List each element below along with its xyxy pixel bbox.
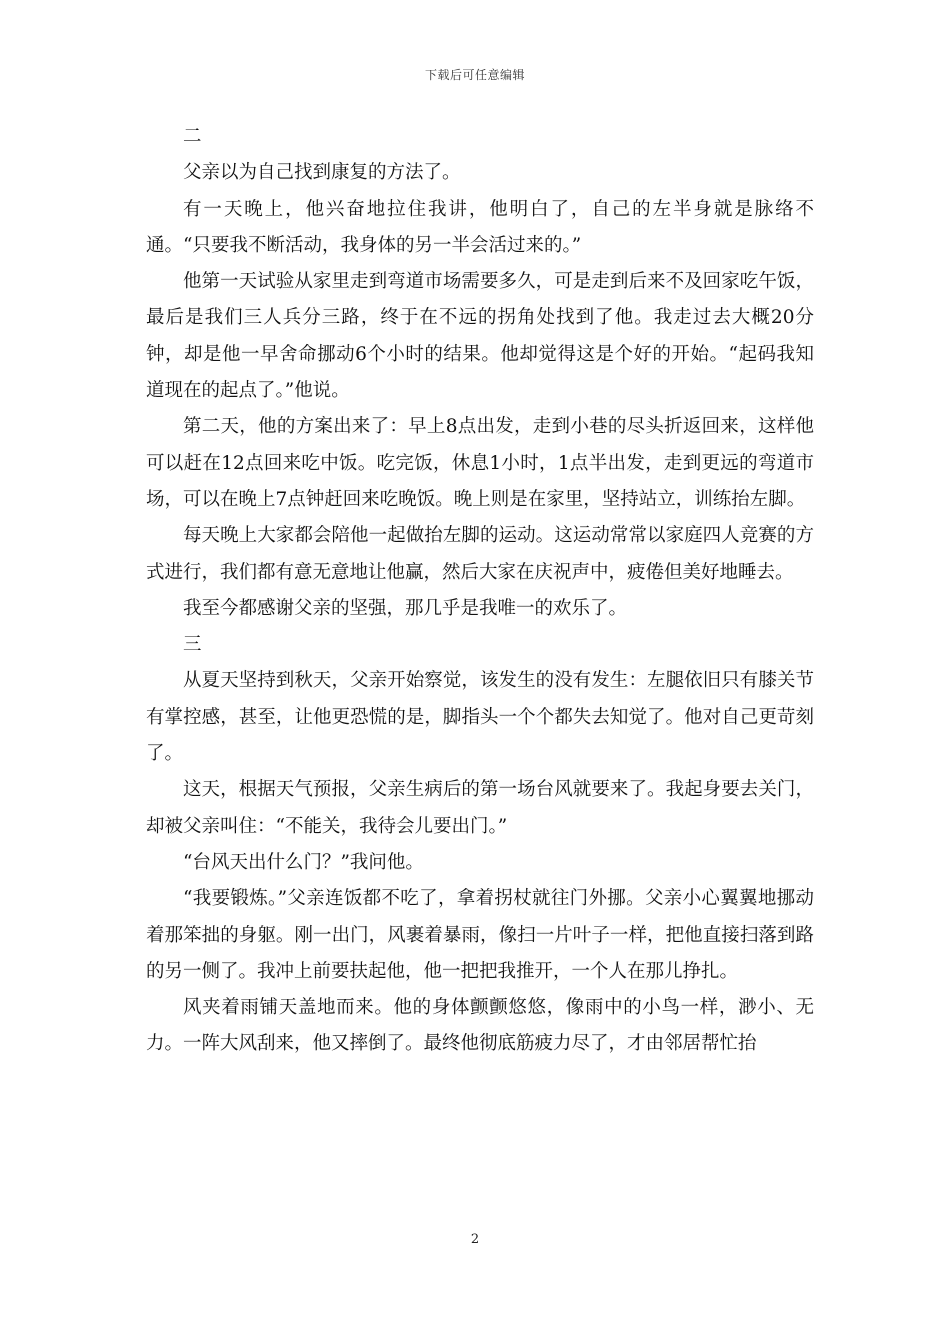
section-heading-three: 三 — [183, 634, 202, 656]
paragraph: 第二天，他的方案出来了：早上8点出发，走到小巷的尽头折返回来，这样他可以赶在12点回来吃中饭。吃完饭，休息1小时，1点半出发，走到更远的弯道市场，可以在晚上7点钟赶回来吃晚饭。晚上则是在家里，坚持站立，训练抬左脚。 — [146, 416, 814, 510]
document-body — [146, 119, 814, 1063]
section-heading-two: 二 — [183, 126, 202, 147]
paragraph: 从夏天坚持到秋天，父亲开始察觉，该发生的没有发生：左腿依旧只有膝关节有掌控感，甚至，让他更恐慌的是，脚指头一个个都失去知觉了。他对自己更苛刻了。 — [146, 670, 814, 765]
paragraph: 父亲以为自己找到康复的方法了。 — [183, 162, 461, 184]
paragraph: 有一天晚上，他兴奋地拉住我讲，他明白了，自己的左半身就是脉络不通。“只要我不断活动，我身体的另一半会活过来的。” — [146, 198, 814, 256]
page-number: 2 — [470, 1232, 480, 1247]
paragraph: 他第一天试验从家里走到弯道市场需要多久，可是走到后来不及回家吃午饭，最后是我们三人兵分三路，终于在不远的拐角处找到了他。我走过去大概20分钟，却是他一早舍命挪动6个小时的结果。他却觉得这是个好的开始。“起码我知道现在的起点了。”他说。 — [146, 271, 814, 402]
page-header: 下载后可任意编辑 — [424, 68, 525, 82]
paragraph: 我至今都感谢父亲的坚强，那几乎是我唯一的欢乐了。 — [183, 597, 628, 619]
paragraph: 这天，根据天气预报，父亲生病后的第一场台风就要来了。我起身要去关门，却被父亲叫住：“不能关，我待会儿要出门。” — [146, 779, 814, 837]
paragraph: “我要锻炼。”父亲连饭都不吃了，拿着拐杖就往门外挪。父亲小心翼翼地挪动着那笨拙的身躯。刚一出门，风裹着暴雨，像扫一片叶子一样，把他直接扫落到路的另一侧了。我冲上前要扶起他，他一把把我推开，一个人在那儿挣扎。 — [146, 888, 814, 982]
paragraph: 每天晚上大家都会陪他一起做抬左脚的运动。这运动常常以家庭四人竞赛的方式进行，我们都有意无意地让他赢，然后大家在庆祝声中，疲倦但美好地睡去。 — [146, 525, 814, 583]
paragraph: 风夹着雨铺天盖地而来。他的身体颤颤悠悠，像雨中的小鸟一样，渺小、无力。一阵大风刮来，他又摔倒了。最终他彻底筋疲力尽了，才由邻居帮忙抬 — [146, 997, 814, 1055]
paragraph: “台风天出什么门？”我问他。 — [183, 851, 424, 873]
